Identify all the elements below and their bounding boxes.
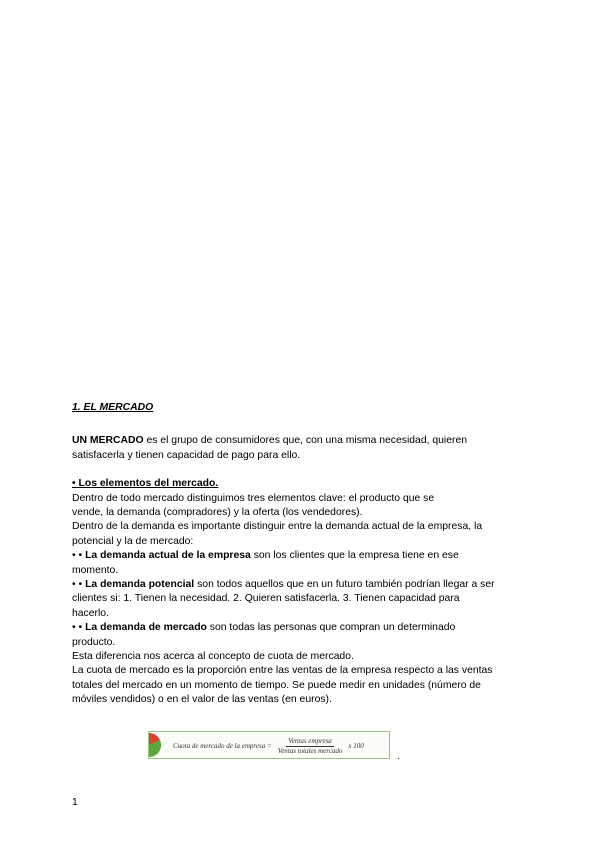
- bullet-term: La demanda actual de la empresa: [85, 550, 251, 562]
- bullet-text: producto.: [72, 636, 116, 648]
- definition-paragraph: [72, 434, 532, 463]
- bullet-demanda-mercado: [72, 621, 532, 650]
- formula-denominator: Ventas totales mercado: [277, 746, 343, 755]
- bullet-marker: • •: [72, 550, 86, 562]
- formula-expression: [173, 732, 389, 760]
- market-share-formula: [148, 731, 400, 763]
- formula-box: [148, 731, 390, 759]
- page-number: 1: [72, 797, 78, 808]
- bullet-text: son todas las personas que compran un determinado: [206, 622, 456, 634]
- text-line: totales del mercado en un momento de tiempo. Se puede medir en unidades (número de: [72, 679, 481, 691]
- bullet-term: La demanda potencial: [85, 579, 195, 591]
- text-line: Dentro de la demanda es importante distinguir entre la demanda actual de la empresa, la: [72, 521, 483, 533]
- definition-line-1-rest: es el grupo de consumidores que, con una misma necesidad, quieren: [143, 435, 468, 447]
- formula-multiplier: x 100: [348, 742, 364, 750]
- bullet-text: clientes si: 1. Tienen la necesidad. 2. Quieren satisfacerla. 3. Tienen capacidad para: [72, 593, 460, 605]
- bullet-text: momento.: [72, 564, 119, 576]
- elements-heading: • Los elementos del mercado.: [72, 478, 219, 490]
- bullet-demanda-actual: [72, 549, 532, 578]
- bullet-marker: • •: [72, 622, 86, 634]
- text-line: La cuota de mercado es la proporción entre las ventas de la empresa respecto a las ventas: [72, 665, 493, 677]
- pie-chart-icon: [145, 731, 167, 759]
- bullet-marker: • •: [72, 579, 86, 591]
- page-content: [72, 401, 532, 708]
- formula-lhs: Cuota de mercado de la empresa =: [173, 742, 272, 750]
- text-line: potencial y la de mercado:: [72, 535, 194, 547]
- definition-line-1: [72, 434, 532, 448]
- bullet-text: son los clientes que la empresa tiene en ese: [250, 550, 459, 562]
- formula-trailing-dot: .: [397, 751, 400, 762]
- bullet-demanda-potencial: [72, 578, 532, 621]
- text-line: móviles vendidos) o en el valor de las ventas (en euros).: [72, 694, 332, 706]
- text-line: Dentro de todo mercado distinguimos tres elementos clave: el producto que se: [72, 492, 435, 504]
- definition-term: UN MERCADO: [72, 435, 144, 447]
- definition-line-2: satisfacerla y tienen capacidad de pago para ello.: [72, 449, 301, 461]
- text-line: vende, la demanda (compradores) y la oferta (los vendedores).: [72, 507, 363, 519]
- bullet-text: hacerlo.: [72, 607, 109, 619]
- bullet-term: La demanda de mercado: [85, 622, 207, 634]
- formula-fraction: [276, 737, 345, 756]
- text-line: Esta diferencia nos acerca al concepto de cuota de mercado.: [72, 651, 354, 663]
- formula-numerator: Ventas empresa: [288, 736, 332, 745]
- section-title: 1. EL MERCADO: [72, 402, 154, 413]
- bullet-text: son todos aquellos que en un futuro también podrían llegar a ser: [194, 579, 495, 591]
